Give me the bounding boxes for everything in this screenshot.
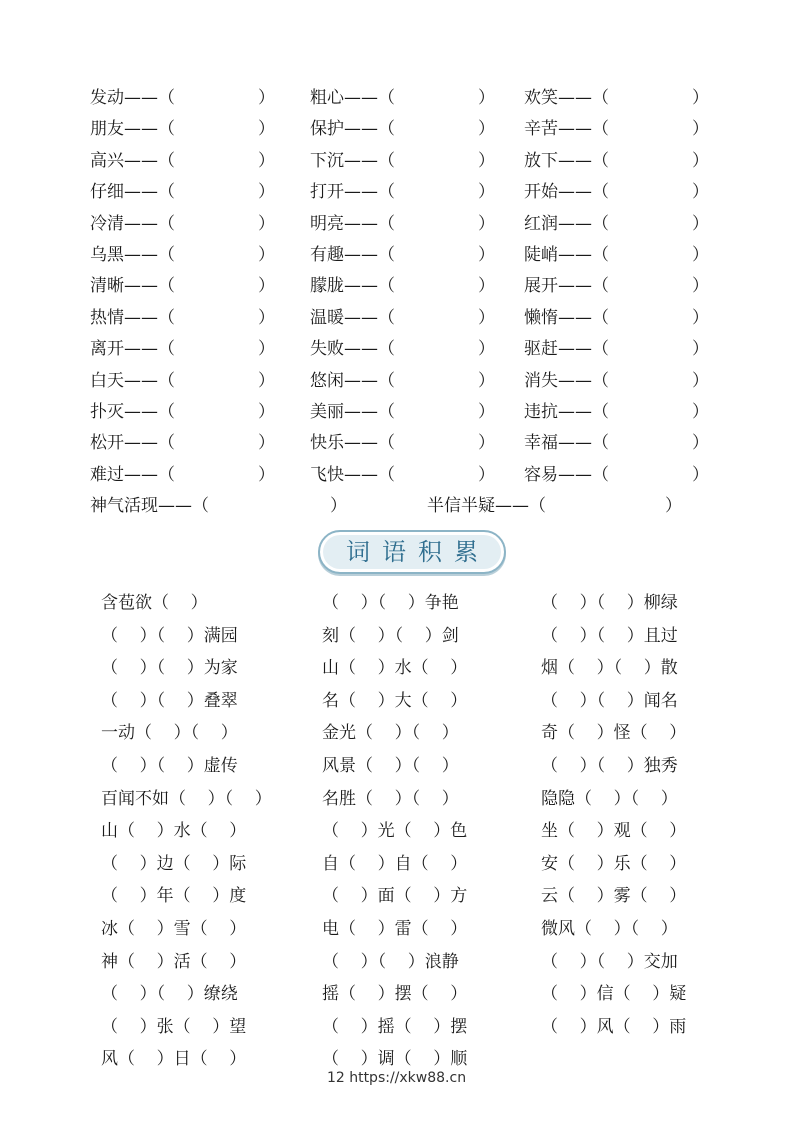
close-paren: ）	[258, 402, 275, 422]
antonym-prompt: 难过——（	[90, 464, 175, 485]
antonym-prompt: 快乐——（	[310, 433, 395, 454]
close-paren: ）	[692, 370, 709, 391]
vocabulary-item: 烟（ ）（ ）散	[541, 658, 678, 679]
vocabulary-item: （ ）（ ）柳绿	[541, 593, 678, 613]
vocabulary-item: （ ）（ ）为家	[101, 658, 238, 679]
vocabulary-item: 隐隐（ ）（ ）	[541, 788, 678, 809]
vocabulary-item: 坐（ ）观（ ）	[541, 821, 687, 842]
antonym-prompt: 违抗——（	[524, 402, 609, 422]
antonym-prompt: 懒惰——（	[524, 307, 609, 328]
close-paren: ）	[692, 150, 709, 171]
close-paren: ）	[692, 245, 709, 265]
antonym-prompt: 白天——（	[90, 370, 175, 391]
vocabulary-row	[0, 750, 793, 782]
close-paren: ）	[692, 182, 709, 203]
antonym-prompt: 放下——（	[524, 150, 609, 171]
vocabulary-item: 微风（ ）（ ）	[541, 919, 678, 939]
close-paren: ）	[478, 307, 495, 328]
antonym-prompt: 高兴——（	[90, 150, 175, 171]
vocabulary-row	[0, 620, 793, 652]
vocabulary-row	[0, 587, 793, 619]
antonym-row	[0, 428, 793, 459]
vocabulary-row	[0, 978, 793, 1010]
vocabulary-item: 电（ ）雷（ ）	[322, 919, 468, 939]
close-paren: ）	[478, 182, 495, 203]
page-footer: 12 https://xkw88.cn	[326, 1070, 467, 1086]
antonym-row	[0, 303, 793, 334]
close-paren: ）	[258, 433, 275, 454]
antonym-row	[0, 240, 793, 271]
vocabulary-item: （ ）信（ ）疑	[541, 984, 687, 1005]
antonym-prompt: 发动——（	[90, 88, 175, 108]
vocabulary-item: 名（ ）大（ ）	[322, 690, 468, 711]
vocabulary-item: （ ）张（ ）望	[101, 1016, 247, 1037]
vocabulary-row	[0, 880, 793, 912]
antonym-prompt: 明亮——（	[310, 213, 395, 234]
close-paren: ）	[258, 245, 275, 265]
vocabulary-item: 名胜（ ）（ ）	[322, 788, 459, 809]
vocabulary-item: 奇（ ）怪（ ）	[541, 723, 687, 744]
vocabulary-item: （ ）摇（ ）摆	[322, 1016, 468, 1037]
antonym-prompt: 半信半疑——（	[427, 496, 546, 516]
antonym-row	[0, 209, 793, 240]
close-paren: ）	[258, 276, 275, 297]
antonym-prompt: 有趣——（	[310, 245, 395, 265]
vocabulary-row	[0, 946, 793, 978]
antonym-prompt: 温暖——（	[310, 307, 395, 328]
section-title: 词语积累	[346, 538, 490, 566]
antonym-prompt: 辛苦——（	[524, 119, 609, 140]
vocabulary-item: （ ）调（ ）顺	[322, 1049, 468, 1070]
antonym-prompt: 展开——（	[524, 276, 609, 297]
antonym-prompt: 飞快——（	[310, 464, 395, 485]
antonym-prompt: 容易——（	[524, 464, 609, 485]
antonym-prompt: 幸福——（	[524, 433, 609, 454]
close-paren: ）	[478, 402, 495, 422]
vocabulary-item: （ ）（ ）交加	[541, 951, 678, 972]
antonym-prompt: 冷清——（	[90, 213, 175, 234]
close-paren: ）	[478, 245, 495, 265]
close-paren: ）	[258, 307, 275, 328]
vocabulary-item: （ ）光（ ）色	[322, 821, 468, 842]
vocabulary-item: （ ）（ ）叠翠	[101, 690, 238, 711]
vocabulary-item: 自（ ）自（ ）	[322, 853, 468, 874]
vocabulary-row	[0, 848, 793, 880]
antonym-prompt: 保护——（	[310, 119, 395, 140]
close-paren: ）	[692, 119, 709, 140]
close-paren: ）	[692, 464, 709, 485]
close-paren: ）	[692, 213, 709, 234]
vocabulary-item: 含苞欲（ ）	[101, 593, 208, 613]
antonym-prompt: 松开——（	[90, 433, 175, 454]
vocabulary-item: 风（ ）日（ ）	[101, 1049, 247, 1070]
close-paren: ）	[478, 276, 495, 297]
vocabulary-item: （ ）（ ）且过	[541, 625, 678, 646]
antonym-prompt: 乌黑——（	[90, 245, 175, 265]
close-paren: ）	[258, 370, 275, 391]
antonym-prompt: 热情——（	[90, 307, 175, 328]
vocabulary-item: （ ）（ ）闻名	[541, 690, 678, 711]
close-paren: ）	[692, 88, 709, 108]
antonym-row	[0, 146, 793, 177]
vocabulary-item: 风景（ ）（ ）	[322, 756, 459, 776]
close-paren: ）	[665, 496, 682, 516]
antonym-row	[0, 460, 793, 491]
close-paren: ）	[478, 339, 495, 360]
vocabulary-item: 百闻不如（ ）（ ）	[101, 788, 272, 809]
vocabulary-item: （ ）风（ ）雨	[541, 1016, 687, 1037]
antonym-row	[0, 114, 793, 145]
close-paren: ）	[258, 339, 275, 360]
close-paren: ）	[478, 370, 495, 391]
close-paren: ）	[258, 150, 275, 171]
vocabulary-row	[0, 652, 793, 684]
vocabulary-item: （ ）（ ）独秀	[541, 756, 678, 776]
vocabulary-item: 冰（ ）雪（ ）	[101, 919, 247, 939]
close-paren: ）	[258, 213, 275, 234]
antonym-prompt: 仔细——（	[90, 182, 175, 203]
antonym-prompt: 美丽——（	[310, 402, 395, 422]
antonym-prompt: 扑灭——（	[90, 402, 175, 422]
close-paren: ）	[258, 88, 275, 108]
vocabulary-row	[0, 717, 793, 749]
close-paren: ）	[258, 119, 275, 140]
antonym-row	[0, 397, 793, 428]
vocabulary-row	[0, 815, 793, 847]
antonym-prompt: 悠闲——（	[310, 370, 395, 391]
antonym-prompt: 神气活现——（	[90, 496, 209, 516]
vocabulary-item: （ ）（ ）争艳	[322, 593, 459, 613]
antonym-prompt: 离开——（	[90, 339, 175, 360]
close-paren: ）	[478, 119, 495, 140]
vocabulary-item: 神（ ）活（ ）	[101, 951, 247, 972]
close-paren: ）	[692, 307, 709, 328]
antonym-prompt: 朋友——（	[90, 119, 175, 140]
antonym-prompt: 陡峭——（	[524, 245, 609, 265]
antonym-prompt: 朦胧——（	[310, 276, 395, 297]
vocabulary-item: 刻（ ）（ ）剑	[322, 625, 459, 646]
vocabulary-item: 摇（ ）摆（ ）	[322, 984, 468, 1005]
antonym-row	[0, 271, 793, 302]
close-paren: ）	[478, 464, 495, 485]
antonym-prompt: 下沉——（	[310, 150, 395, 171]
vocabulary-row	[0, 1011, 793, 1043]
vocabulary-item: （ ）年（ ）度	[101, 886, 247, 907]
vocabulary-row	[0, 685, 793, 717]
close-paren: ）	[692, 402, 709, 422]
vocabulary-row	[0, 913, 793, 945]
vocabulary-item: 安（ ）乐（ ）	[541, 853, 687, 874]
close-paren: ）	[258, 464, 275, 485]
antonym-prompt: 清晰——（	[90, 276, 175, 297]
close-paren: ）	[258, 182, 275, 203]
vocabulary-item: （ ）（ ）虚传	[101, 756, 238, 776]
vocabulary-item: （ ）边（ ）际	[101, 853, 247, 874]
vocabulary-item: 云（ ）雾（ ）	[541, 886, 687, 907]
antonym-row	[0, 334, 793, 365]
antonym-row	[0, 83, 793, 114]
close-paren: ）	[478, 213, 495, 234]
antonym-prompt: 红润——（	[524, 213, 609, 234]
antonym-prompt: 失败——（	[310, 339, 395, 360]
close-paren: ）	[692, 433, 709, 454]
vocabulary-item: （ ）（ ）浪静	[322, 951, 459, 972]
close-paren: ）	[478, 88, 495, 108]
vocabulary-item: （ ）（ ）满园	[101, 625, 238, 646]
vocabulary-item: 一动（ ）（ ）	[101, 723, 238, 744]
section-title-banner	[318, 530, 506, 574]
vocabulary-row	[0, 783, 793, 815]
vocabulary-item: 金光（ ）（ ）	[322, 723, 459, 744]
antonym-prompt: 欢笑——（	[524, 88, 609, 108]
vocabulary-item: 山（ ）水（ ）	[101, 821, 247, 842]
antonym-prompt: 打开——（	[310, 182, 395, 203]
close-paren: ）	[692, 339, 709, 360]
antonym-row	[0, 366, 793, 397]
antonym-prompt: 驱赶——（	[524, 339, 609, 360]
antonym-prompt: 粗心——（	[310, 88, 395, 108]
close-paren: ）	[478, 433, 495, 454]
antonym-long-row	[0, 491, 793, 522]
close-paren: ）	[692, 276, 709, 297]
close-paren: ）	[330, 496, 347, 516]
vocabulary-item: 山（ ）水（ ）	[322, 658, 468, 679]
vocabulary-item: （ ）面（ ）方	[322, 886, 468, 907]
antonym-row	[0, 177, 793, 208]
close-paren: ）	[478, 150, 495, 171]
vocabulary-item: （ ）（ ）缭绕	[101, 984, 238, 1005]
antonym-prompt: 消失——（	[524, 370, 609, 391]
antonym-prompt: 开始——（	[524, 182, 609, 203]
